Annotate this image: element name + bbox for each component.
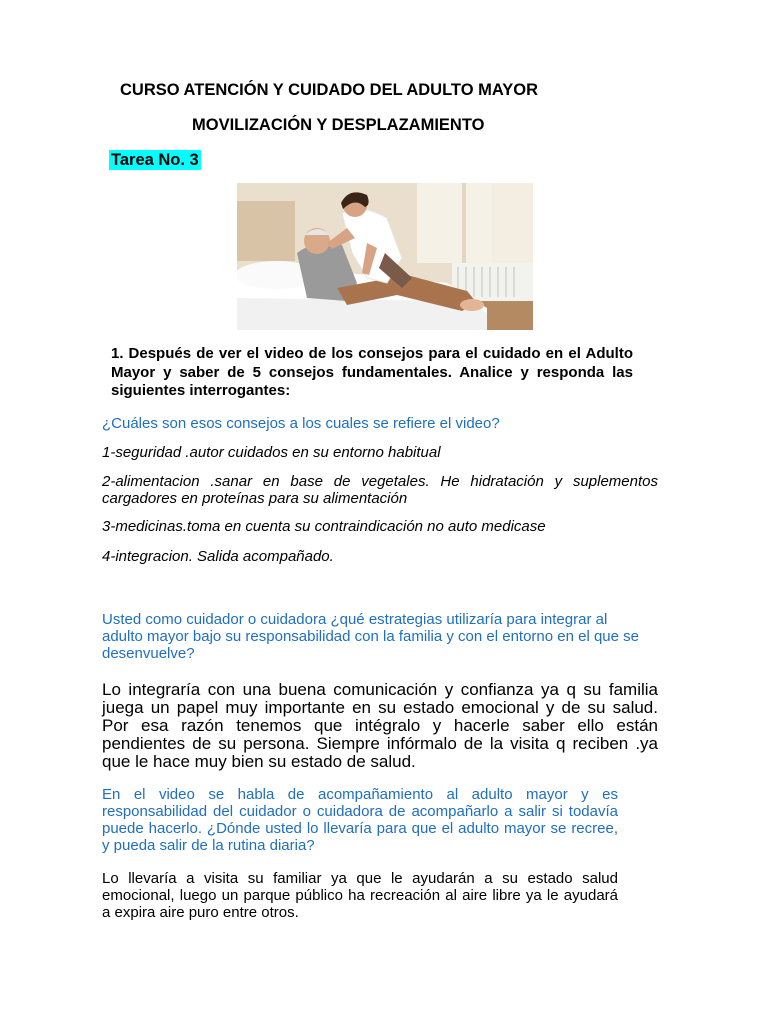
outing-answer: Lo llevaría a visita su familiar ya que le ayudarán a su estado salud emocional, luego un parque público ha recreación al aire libre ya le ayudará a expira aire puro entre otros. [102, 870, 618, 921]
advice-question: ¿Cuáles son esos consejos a los cuales se refiere el video? [102, 415, 500, 432]
course-title: CURSO ATENCIÓN Y CUIDADO DEL ADULTO MAYOR [120, 81, 539, 99]
strategies-question: Usted como cuidador o cuidadora ¿qué estrategias utilizaría para integrar al adulto mayor bajo su responsabilidad con la familia y con el entorno en el que se desenvuelve? [102, 611, 639, 662]
question-1-number: 1. [111, 345, 124, 362]
outing-question: En el video se habla de acompañamiento al adulto mayor y es responsabilidad del cuidador o cuidadora de acompañarlo a salir si todavía puede hacerlo. ¿Dónde usted lo llevaría para que el adulto mayor se recree, y pueda salir de la rutina diaria? [102, 786, 618, 854]
question-1-text: Después de ver el video de los consejos para el cuidado en el Adulto Mayor y saber de 5 consejos fundamentales. Analice y responda las siguientes interrogantes: [111, 345, 633, 399]
advice-item-1: 1-seguridad .autor cuidados en su entorno habitual [102, 444, 441, 461]
advice-item-4: 4-integracion. Salida acompañado. [102, 548, 334, 565]
advice-item-3: 3-medicinas.toma en cuenta su contraindicación no auto medicase [102, 518, 546, 535]
unit-title: MOVILIZACIÓN Y DESPLAZAMIENTO [192, 116, 485, 134]
task-label: Tarea No. 3 [111, 151, 199, 169]
advice-item-2: 2-alimentacion .sanar en base de vegetales. He hidratación y suplementos cargadores en proteínas para su alimentación [102, 473, 658, 507]
caregiver-photo [237, 183, 533, 330]
strategies-answer: Lo integraría con una buena comunicación y confianza ya q su familia juega un papel muy importante en su estado emocional y de su salud. Por esa razón tenemos que intégralo y hacerle saber ello están pendientes de su persona. Siempre infórmalo de la visita q reciben .ya que le hace muy bien su estado de salud. [102, 680, 658, 771]
question-1 [111, 345, 633, 401]
